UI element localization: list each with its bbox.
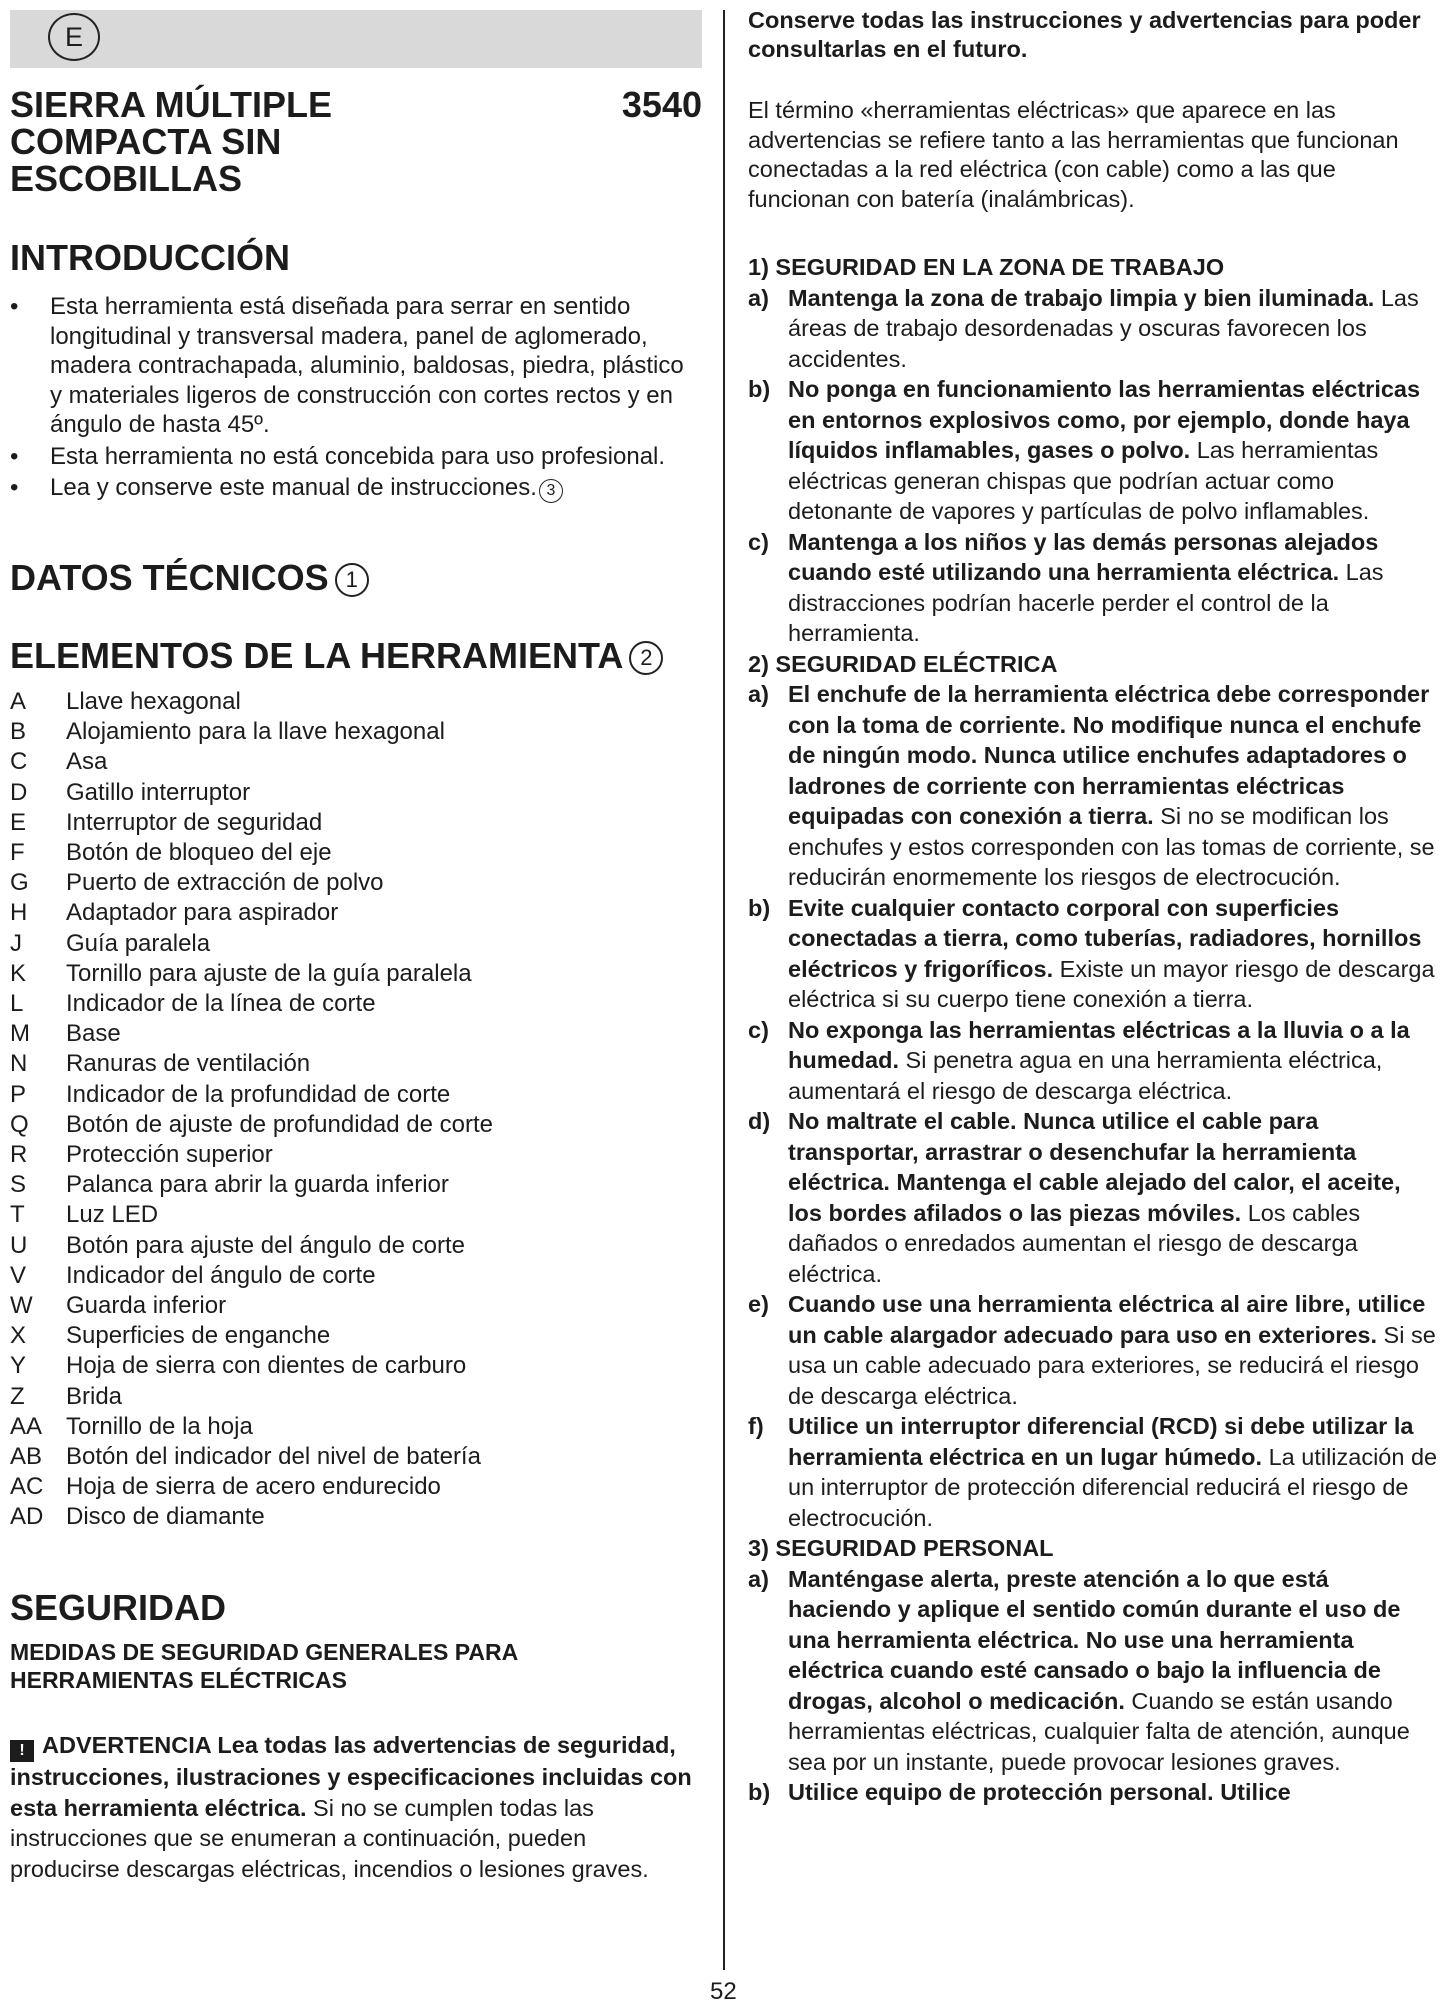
element-label: Palanca para abrir la guarda inferior: [66, 1171, 449, 1199]
rule-bold-text: No maltrate el cable. Nunca utilice el cable para transportar, arrastrar o desenchufar la herramienta eléctrica. Mantenga el cable alejado del calor, el aceite, los bordes afilados o las piezas móviles.: [788, 1108, 1401, 1226]
product-code: 3540: [621, 84, 702, 125]
element-label: Superficies de enganche: [66, 1322, 331, 1350]
rule-text: La utilización de un interruptor de protección diferencial reducirá el riesgo de electrocución.: [788, 1443, 1438, 1531]
element-label: Adaptador para aspirador: [66, 899, 339, 927]
element-letter: AB: [10, 1443, 43, 1471]
warning-icon: !: [10, 1740, 34, 1762]
list-item: [10, 1472, 702, 1502]
element-letter: AC: [10, 1473, 44, 1501]
list-item: [10, 868, 702, 898]
rule-text: Cuando se están usando herramientas eléctricas, cualquier falta de atención, aunque sea por un instante, puede provocar lesiones graves.: [788, 1687, 1410, 1775]
elements-heading: [10, 636, 663, 676]
rule-bold-text: Evite cualquier contacto corporal con superficies conectadas a tierra, como tuberías, radiadores, hornillos eléctricos y frigoríficos.: [788, 894, 1422, 982]
element-label: Asa: [66, 748, 108, 776]
rule-bold-text: Manténgase alerta, preste atención a lo que está haciendo y aplique el sentido común durante el uso de una herramienta eléctrica. No use una herramienta eléctrica cuando esté cansado o bajo la influencia de drogas, alcohol o medicación.: [788, 1565, 1401, 1714]
element-letter: W: [10, 1292, 33, 1320]
element-letter: A: [10, 688, 27, 715]
element-label: Indicador de la profundidad de corte: [66, 1080, 451, 1108]
rule-text: Si penetra agua en una herramienta eléctrica, aumentará el riesgo de descarga eléctrica.: [788, 1047, 1383, 1104]
element-label: Interruptor de seguridad: [66, 808, 323, 836]
safety-rule: [748, 1777, 1438, 1808]
column-divider: [723, 10, 725, 1970]
element-label: Botón del indicador del nivel de batería: [66, 1443, 481, 1471]
rule-label: a): [748, 1565, 769, 1592]
rule-bold-text: No ponga en funcionamiento las herramientas eléctricas en entornos explosivos como, por ejemplo, donde haya líquidos inflamables, gases o polvo.: [788, 376, 1421, 463]
rule-label: d): [748, 1108, 771, 1134]
element-letter: P: [10, 1080, 27, 1108]
rule-label: e): [748, 1291, 769, 1317]
product-title: [10, 86, 702, 197]
rule-bold-text: Mantenga a los niños y las demás personas alejados cuando esté utilizando una herramienta eléctrica.: [788, 528, 1379, 585]
list-item: [10, 1321, 702, 1351]
rule-label: b): [748, 376, 771, 402]
bullet-text: Esta herramienta está diseñada para serrar en sentido longitudinal y transversal madera, panel de aglomerado, madera contrachapada, aluminio, baldosas, piedra, plástico y materiales ligeros de construcción con cortes rectos y en ángulo de hasta 45º.: [50, 293, 684, 438]
element-letter: B: [10, 718, 27, 746]
element-letter: C: [10, 748, 28, 776]
list-item: [10, 1019, 702, 1049]
list-item: [10, 292, 702, 440]
rule-bold-text: Utilice equipo de protección personal. Utilice: [788, 1779, 1291, 1805]
element-label: Base: [66, 1020, 121, 1048]
list-item: [10, 898, 702, 928]
element-label: Tornillo para ajuste de la guía paralela: [66, 959, 472, 987]
element-letter: U: [10, 1231, 28, 1259]
rule-label: c): [748, 528, 769, 555]
safety-rule: [748, 283, 1438, 375]
element-label: Indicador del ángulo de corte: [66, 1261, 376, 1289]
list-item: [10, 747, 702, 777]
element-label: Brida: [66, 1382, 123, 1410]
keep-instructions-note: Conserve todas las instrucciones y advertencias para poder consultarlas en el futuro.: [748, 7, 1421, 62]
rule-bold-text: Cuando use una herramienta eléctrica al aire libre, utilice un cable alargador adecuado para uso en exteriores.: [788, 1291, 1426, 1348]
list-item: [10, 1442, 702, 1472]
list-item: [10, 989, 702, 1019]
safety-rule: [748, 1015, 1438, 1107]
list-item: [10, 1110, 702, 1140]
list-item: [10, 1412, 702, 1442]
element-letter: E: [10, 808, 27, 836]
list-item: [10, 1502, 702, 1532]
introduction-heading: INTRODUCCIÓN: [10, 237, 290, 278]
introduction-list: [10, 292, 702, 505]
element-letter: T: [10, 1201, 25, 1229]
element-letter: H: [10, 899, 28, 927]
element-label: Guarda inferior: [66, 1292, 227, 1320]
figure-ref-badge: 1: [335, 563, 369, 597]
rule-text: Si no se modifican los enchufes y estos corresponden con las tomas de corriente, se reducirán enormemente los riesgos de electrocución.: [788, 803, 1435, 890]
safety-rule: [748, 1564, 1438, 1778]
bullet-text: Esta herramienta no está concebida para uso profesional.: [50, 442, 666, 470]
element-label: Indicador de la línea de corte: [66, 990, 376, 1018]
element-label: Hoja de sierra de acero endurecido: [66, 1473, 441, 1501]
rule-bold-text: Utilice un interruptor diferencial (RCD) si debe utilizar la herramienta eléctrica en un lugar húmedo.: [788, 1413, 1414, 1470]
rule-text: Los cables dañados o enredados aumentan el riesgo de descarga eléctrica.: [788, 1199, 1361, 1287]
safety-subheading: MEDIDAS DE SEGURIDAD GENERALES PARA HERRAMIENTAS ELÉCTRICAS: [10, 1639, 518, 1693]
safety-rule: [748, 893, 1438, 1015]
list-item: [10, 778, 702, 808]
safety-rule: [748, 374, 1438, 527]
warning-text: Si no se cumplen todas las instrucciones que se enumeran a continuación, pueden producirse descargas eléctricas, incendios o lesiones graves.: [10, 1794, 649, 1882]
tech-data-title: DATOS TÉCNICOS: [10, 557, 329, 598]
element-letter: M: [10, 1020, 30, 1048]
element-label: Ranuras de ventilación: [66, 1050, 311, 1078]
page-number: 52: [710, 1978, 737, 2005]
element-label: Disco de diamante: [66, 1503, 265, 1531]
list-item: [10, 959, 702, 989]
list-item: [10, 442, 702, 472]
language-bar: [10, 10, 702, 68]
list-item: [10, 1231, 702, 1261]
list-item: [10, 1261, 702, 1291]
list-item: [10, 473, 702, 503]
rule-text: Las áreas de trabajo desordenadas y oscuras favorecen los accidentes.: [788, 284, 1419, 372]
list-item: [10, 1170, 702, 1200]
list-item: [10, 1351, 702, 1381]
rule-label: b): [748, 894, 771, 921]
element-label: Llave hexagonal: [66, 688, 241, 715]
element-letter: J: [10, 929, 22, 957]
list-item: [10, 1200, 702, 1230]
rule-text: Si se usa un cable adecuado para exteriores, se reducirá el riesgo de descarga eléctrica.: [788, 1321, 1436, 1409]
element-label: Gatillo interruptor: [66, 778, 251, 806]
rule-bold-text: Mantenga la zona de trabajo limpia y bien iluminada.: [788, 284, 1375, 311]
safety-rules: [748, 252, 1438, 1808]
list-item: [10, 1080, 702, 1110]
list-item: [10, 687, 702, 717]
list-item: [10, 1049, 702, 1079]
element-label: Alojamiento para la llave hexagonal: [66, 718, 445, 746]
warning-paragraph: [10, 1730, 702, 1884]
list-item: [10, 1382, 702, 1412]
element-label: Botón para ajuste del ángulo de corte: [66, 1231, 465, 1259]
list-item: [10, 1140, 702, 1170]
elements-title: ELEMENTOS DE LA HERRAMIENTA: [10, 635, 624, 676]
list-item: [10, 717, 702, 747]
section-title: 2) SEGURIDAD ELÉCTRICA: [748, 650, 1058, 677]
safety-rule: [748, 527, 1438, 649]
safety-rule: [748, 1106, 1438, 1289]
figure-ref-badge: 2: [629, 641, 663, 675]
rule-bold-text: No exponga las herramientas eléctricas a la lluvia o a la humedad.: [788, 1016, 1410, 1073]
rule-label: a): [748, 681, 769, 707]
element-letter: Y: [10, 1352, 27, 1380]
element-letter: L: [10, 990, 24, 1018]
element-letter: F: [10, 839, 25, 867]
element-letter: K: [10, 959, 27, 987]
element-label: Guía paralela: [66, 929, 211, 957]
element-letter: D: [10, 778, 28, 806]
element-label: Hoja de sierra con dientes de carburo: [66, 1352, 467, 1380]
element-letter: Q: [10, 1110, 29, 1138]
element-letter: Z: [10, 1382, 25, 1410]
figure-ref-badge: 3: [539, 479, 563, 503]
element-label: Botón de bloqueo del eje: [66, 839, 332, 867]
rule-text: Las distracciones podrían hacerle perder el control de la herramienta.: [788, 559, 1384, 646]
section-title: 1) SEGURIDAD EN LA ZONA DE TRABAJO: [748, 254, 1225, 280]
safety-heading: SEGURIDAD: [10, 1587, 227, 1628]
rule-label: b): [748, 1779, 771, 1805]
warning-bold-text: ADVERTENCIA Lea todas las advertencias de seguridad, instrucciones, ilustraciones y especificaciones incluidas con esta herramienta eléctrica.: [10, 1732, 692, 1821]
rule-bold-text: El enchufe de la herramienta eléctrica debe corresponder con la toma de corriente. No modifique nunca el enchufe de ningún modo. Nunca utilice enchufes adaptadores o ladrones de corriente con herramientas eléctricas equipadas con conexión a tierra.: [788, 681, 1430, 829]
rule-label: c): [748, 1016, 769, 1043]
element-letter: X: [10, 1322, 27, 1350]
tech-data-heading: [10, 558, 369, 598]
list-item: [10, 1291, 702, 1321]
element-letter: AA: [10, 1412, 43, 1440]
element-letter: R: [10, 1141, 28, 1169]
rule-text: Existe un mayor riesgo de descarga eléctrica si su cuerpo tiene conexión a tierra.: [788, 955, 1435, 1012]
list-item: [10, 929, 702, 959]
element-letter: S: [10, 1171, 27, 1199]
safety-rule: [748, 679, 1438, 893]
element-letter: AD: [10, 1503, 44, 1531]
element-label: Botón de ajuste de profundidad de corte: [66, 1110, 493, 1138]
power-tools-definition: El término «herramientas eléctricas» que aparece en las advertencias se refiere tanto a las herramientas que funcionan conectadas a la red eléctrica (con cable) como a las que funcionan con batería (inalámbricas).: [748, 97, 1399, 212]
section-title: 3) SEGURIDAD PERSONAL: [748, 1535, 1054, 1561]
bullet-text: Lea y conserve este manual de instrucciones.: [50, 474, 537, 501]
rule-text: Las herramientas eléctricas generan chispas que podrían actuar como detonante de vapores y partículas de polvo inflamables.: [788, 437, 1379, 524]
rule-label: a): [748, 284, 769, 311]
element-label: Luz LED: [66, 1201, 159, 1229]
safety-rule: [748, 1289, 1438, 1411]
elements-list: [10, 687, 702, 1533]
element-label: Puerto de extracción de polvo: [66, 869, 384, 897]
element-label: Protección superior: [66, 1141, 273, 1169]
language-badge: E: [48, 13, 100, 61]
list-item: [10, 808, 702, 838]
rule-label: f): [748, 1413, 764, 1439]
product-name: SIERRA MÚLTIPLE COMPACTA SIN ESCOBILLAS: [10, 84, 332, 199]
element-letter: G: [10, 869, 29, 897]
element-letter: V: [10, 1261, 27, 1289]
list-item: [10, 838, 702, 868]
element-label: Tornillo de la hoja: [66, 1412, 253, 1440]
element-letter: N: [10, 1050, 28, 1078]
safety-rule: [748, 1411, 1438, 1533]
